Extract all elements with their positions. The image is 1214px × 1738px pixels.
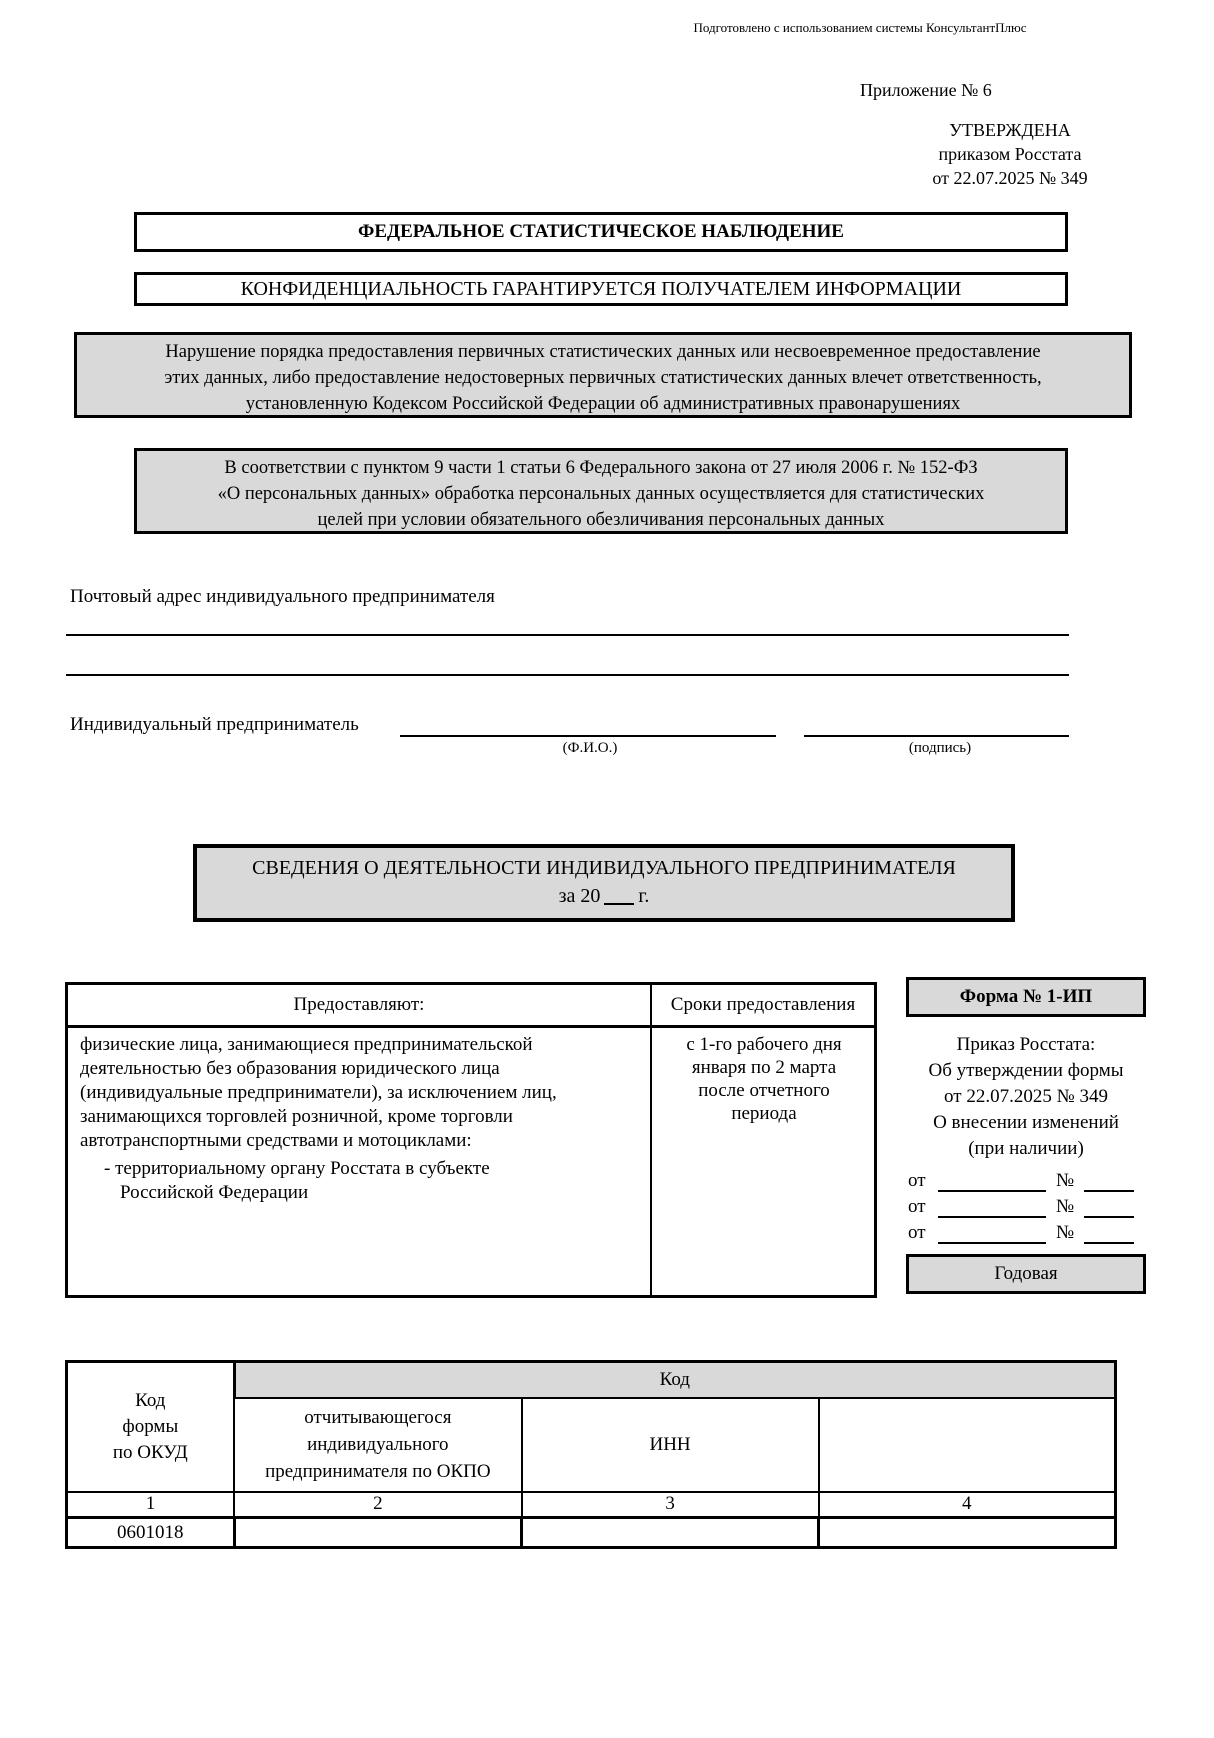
order-info bbox=[906, 1032, 1146, 1162]
deadline-line: после отчетного bbox=[698, 1080, 830, 1101]
form-number-badge: Форма № 1-ИП bbox=[906, 977, 1146, 1017]
signature-line[interactable] bbox=[804, 735, 1069, 737]
amendment-number-field[interactable] bbox=[1084, 1190, 1134, 1192]
inn-value-cell[interactable] bbox=[522, 1518, 819, 1548]
column-number: 4 bbox=[819, 1492, 1116, 1518]
blank-header bbox=[819, 1398, 1116, 1492]
signature-caption: (подпись) bbox=[908, 740, 972, 756]
amendment-date-field[interactable] bbox=[938, 1216, 1046, 1218]
deadlines-header: Сроки предоставления bbox=[670, 994, 856, 1015]
submitters-line: занимающихся торговлей розничной, кроме торговли bbox=[80, 1106, 513, 1127]
postal-address-label: Почтовый адрес индивидуального предпринимателя bbox=[70, 586, 495, 607]
okud-header-line: Код bbox=[135, 1389, 166, 1411]
entrepreneur-label: Индивидуальный предприниматель bbox=[70, 714, 359, 735]
year-prefix: за 20 bbox=[558, 885, 601, 907]
notice-line: В соответствии с пунктом 9 части 1 статьи 6 Федерального закона от 27 июля 2006 г. № 152-ФЗ bbox=[224, 458, 978, 478]
okpo-header-line: отчитывающегося bbox=[304, 1407, 452, 1428]
amendment-row bbox=[906, 1222, 1146, 1248]
order-line: Приказ Росстата: bbox=[956, 1034, 1096, 1055]
report-title bbox=[193, 844, 1015, 922]
order-line: (при наличии) bbox=[968, 1138, 1084, 1159]
order-line: от 22.07.2025 № 349 bbox=[944, 1086, 1108, 1107]
submitters-line: автотранспортными средствами и мотоциклами: bbox=[80, 1130, 472, 1151]
federal-observation-banner: ФЕДЕРАЛЬНОЕ СТАТИСТИЧЕСКОЕ НАБЛЮДЕНИЕ bbox=[134, 212, 1068, 252]
deadline-line: с 1-го рабочего дня bbox=[686, 1034, 842, 1055]
confidentiality-banner: КОНФИДЕНЦИАЛЬНОСТЬ ГАРАНТИРУЕТСЯ ПОЛУЧАТЕЛЕМ ИНФОРМАЦИИ bbox=[134, 272, 1068, 306]
order-line: О внесении изменений bbox=[933, 1112, 1119, 1133]
blank-value-cell[interactable] bbox=[819, 1518, 1116, 1548]
amendment-date-field[interactable] bbox=[938, 1190, 1046, 1192]
submitters-line: деятельностью без образования юридического лица bbox=[80, 1058, 500, 1079]
fio-line[interactable] bbox=[400, 735, 776, 737]
notice-line: установленную Кодексом Российской Федерации об административных правонарушениях bbox=[245, 394, 961, 414]
violation-notice bbox=[74, 332, 1132, 418]
submission-table bbox=[65, 982, 877, 1298]
submitters-line: (индивидуальные предприниматели), за исключением лиц, bbox=[80, 1082, 557, 1103]
fio-caption: (Ф.И.О.) bbox=[562, 740, 618, 756]
report-title-line: СВЕДЕНИЯ О ДЕЯТЕЛЬНОСТИ ИНДИВИДУАЛЬНОГО ПРЕДПРИНИМАТЕЛЯ bbox=[252, 857, 956, 879]
submitters-line: физические лица, занимающиеся предпринимательской bbox=[80, 1034, 533, 1055]
amendment-row bbox=[906, 1196, 1146, 1222]
year-field[interactable] bbox=[604, 883, 634, 905]
notice-line: целей при условии обязательного обезличивания персональных данных bbox=[317, 510, 885, 530]
submitters-header: Предоставляют: bbox=[293, 994, 425, 1015]
number-label: № bbox=[1056, 1222, 1075, 1243]
table-divider bbox=[650, 985, 652, 1295]
deadline-line: января по 2 марта bbox=[691, 1057, 837, 1078]
codes-table bbox=[65, 1360, 1117, 1549]
recipient-line: Российской Федерации bbox=[120, 1182, 309, 1203]
okud-header-line: формы bbox=[122, 1415, 179, 1437]
amendment-date-field[interactable] bbox=[938, 1242, 1046, 1244]
okpo-header-line: предпринимателя по ОКПО bbox=[265, 1461, 491, 1482]
periodicity-badge: Годовая bbox=[906, 1254, 1146, 1294]
okud-header bbox=[67, 1362, 235, 1492]
deadline-line: периода bbox=[731, 1103, 797, 1124]
from-label: от bbox=[908, 1196, 926, 1217]
order-line: Об утверждении формы bbox=[928, 1060, 1124, 1081]
okpo-value-cell[interactable] bbox=[234, 1518, 521, 1548]
okud-value: 0601018 bbox=[67, 1518, 235, 1548]
notice-line: этих данных, либо предоставление недостоверных первичных статистических данных влечет ответственность, bbox=[164, 368, 1042, 388]
amendment-number-field[interactable] bbox=[1084, 1216, 1134, 1218]
from-label: от bbox=[908, 1222, 926, 1243]
number-label: № bbox=[1056, 1196, 1075, 1217]
amendment-number-field[interactable] bbox=[1084, 1242, 1134, 1244]
column-number: 3 bbox=[522, 1492, 819, 1518]
approval-block bbox=[860, 118, 1160, 190]
recipient-line: территориальному органу Росстата в субъекте bbox=[115, 1158, 490, 1179]
recipient-item: - территориальному органу Росстата в субъекте Российской Федерации bbox=[104, 1158, 490, 1203]
submitters-text bbox=[80, 1033, 640, 1205]
appendix-label: Приложение № 6 bbox=[860, 80, 992, 100]
from-label: от bbox=[908, 1170, 926, 1191]
notice-line: «О персональных данных» обработка персональных данных осуществляется для статистических bbox=[217, 484, 985, 504]
personal-data-notice bbox=[134, 448, 1068, 534]
consultant-note: Подготовлено с использованием системы КонсультантПлюс bbox=[693, 20, 1027, 35]
year-suffix: г. bbox=[638, 885, 650, 907]
number-label: № bbox=[1056, 1170, 1075, 1191]
notice-line: Нарушение порядка предоставления первичных статистических данных или несвоевременное предоставление bbox=[165, 342, 1041, 362]
column-number: 2 bbox=[234, 1492, 521, 1518]
inn-header: ИНН bbox=[522, 1398, 819, 1492]
postal-address-line-2[interactable] bbox=[66, 674, 1069, 676]
table-divider bbox=[68, 1025, 874, 1028]
approval-line: УТВЕРЖДЕНА bbox=[949, 120, 1071, 140]
column-number: 1 bbox=[67, 1492, 235, 1518]
report-year-line bbox=[197, 882, 1011, 910]
approval-line: приказом Росстата bbox=[938, 144, 1082, 164]
code-group-header: Код bbox=[234, 1362, 1115, 1398]
deadlines-text bbox=[658, 1033, 870, 1125]
approval-line: от 22.07.2025 № 349 bbox=[932, 168, 1088, 188]
postal-address-line-1[interactable] bbox=[66, 634, 1069, 636]
okpo-header bbox=[234, 1398, 521, 1492]
amendment-row bbox=[906, 1170, 1146, 1196]
okpo-header-line: индивидуального bbox=[307, 1434, 449, 1455]
okud-header-line: по ОКУД bbox=[112, 1441, 188, 1463]
